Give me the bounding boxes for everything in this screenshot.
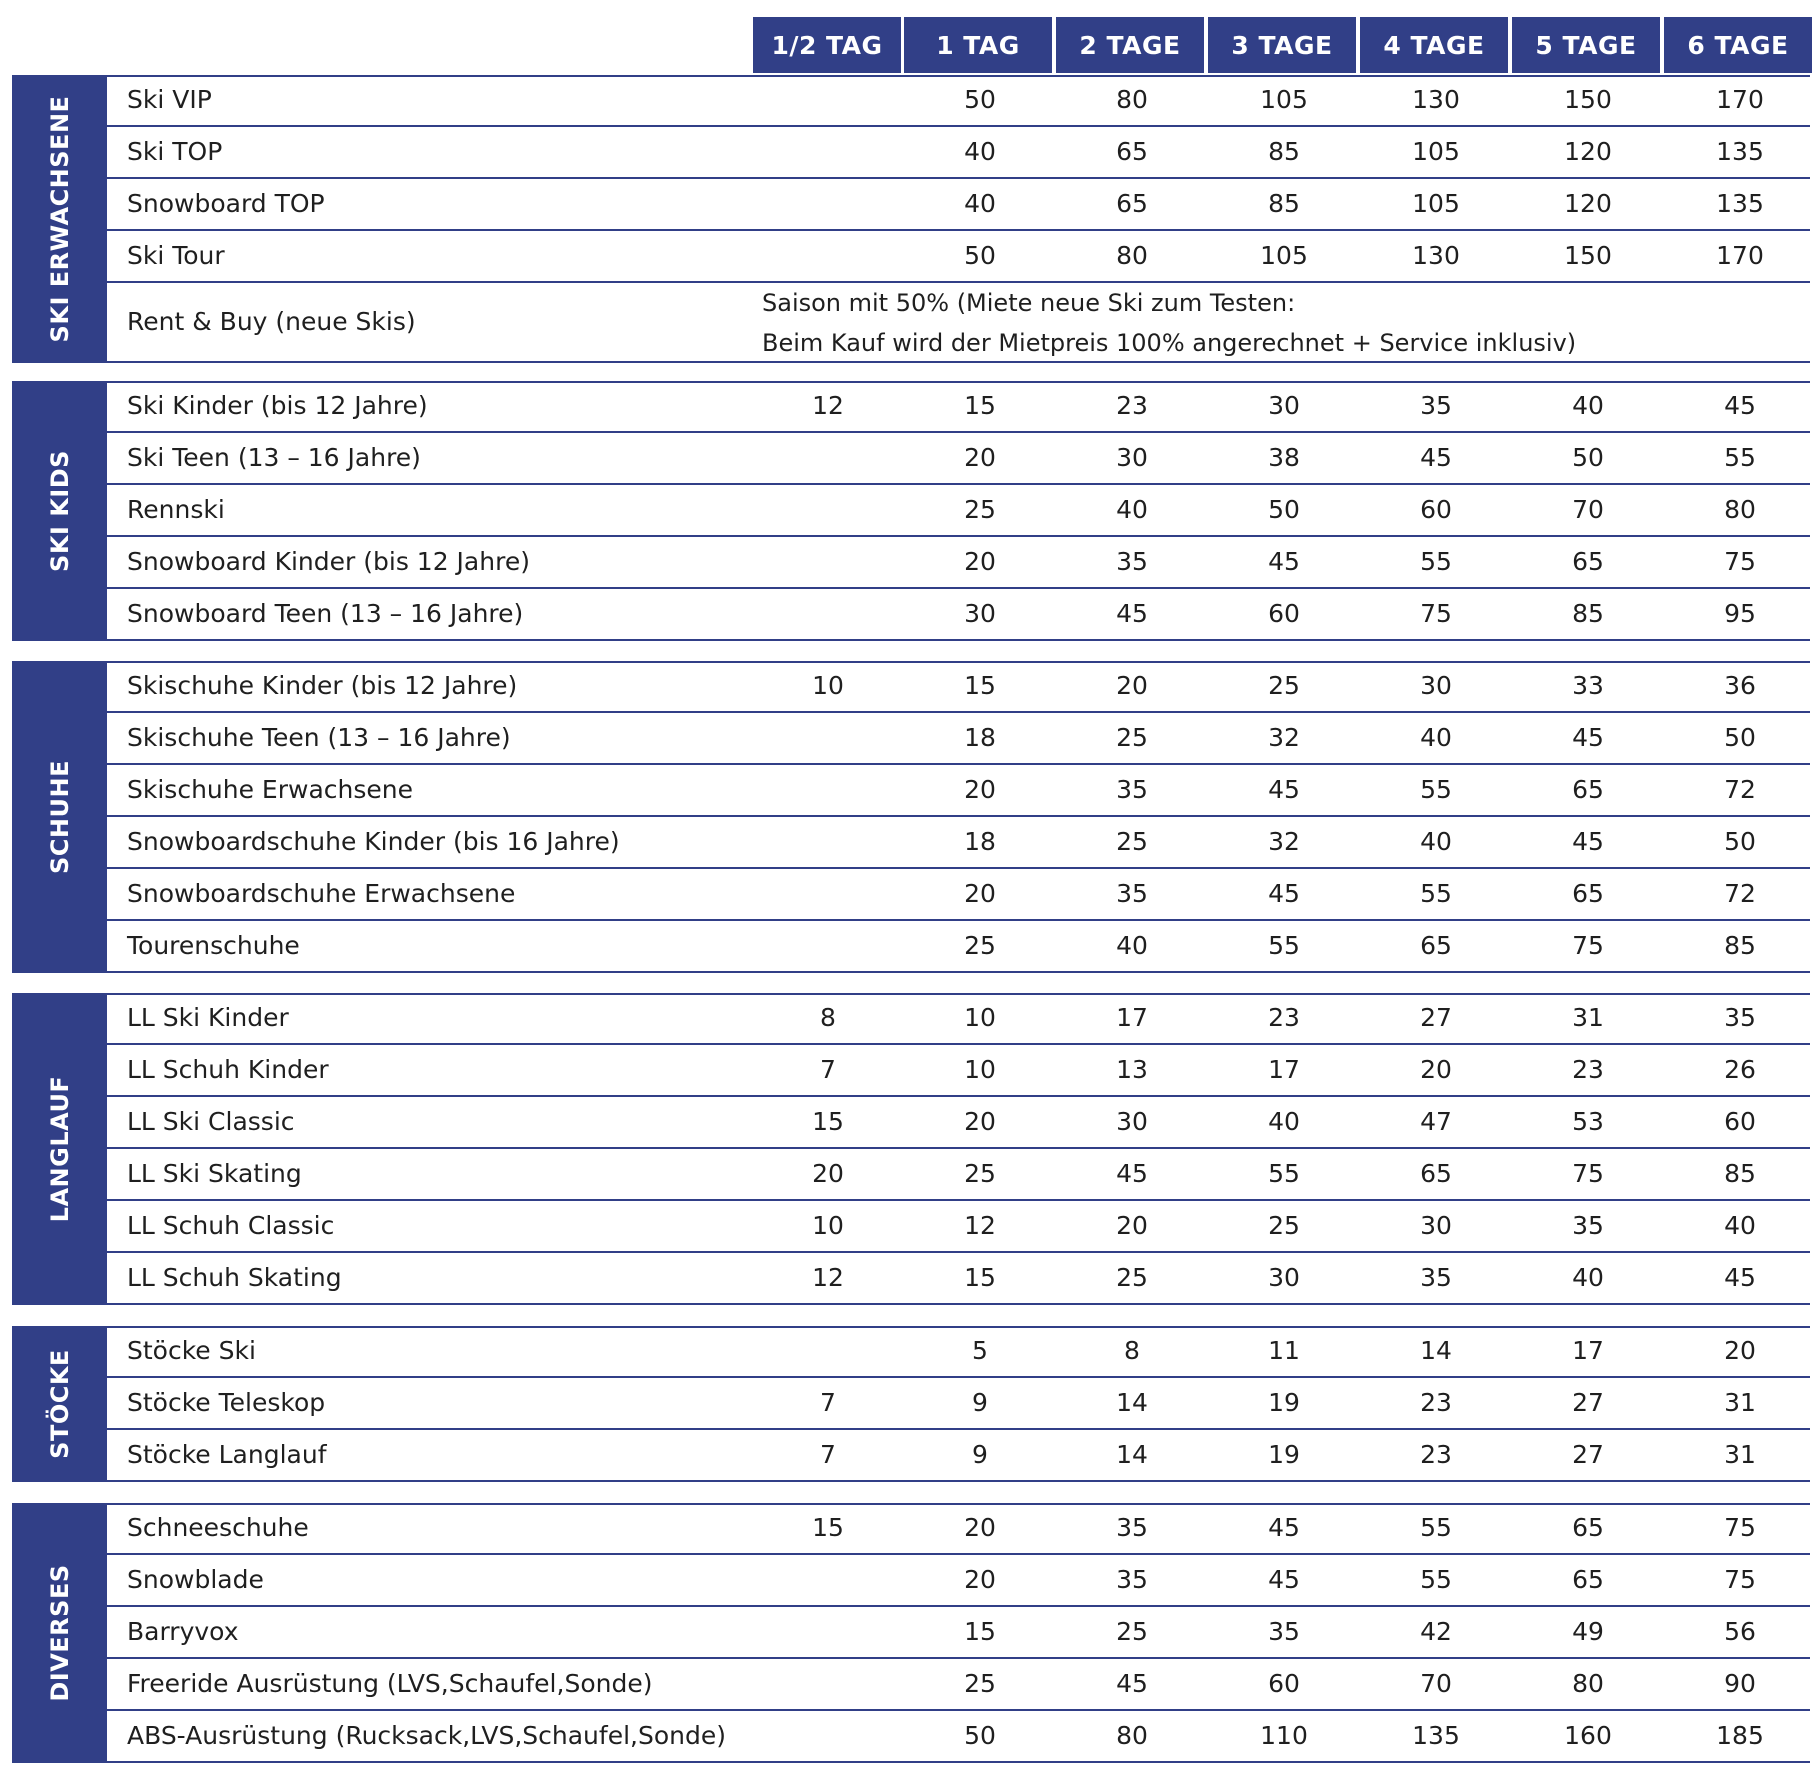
table-row [107, 661, 1810, 713]
item-label: LL Schuh Classic [127, 1211, 335, 1240]
price-cell: 50 [964, 241, 996, 270]
column-header: 1 TAG [904, 17, 1052, 73]
price-cell: 15 [964, 391, 996, 420]
price-cell: 25 [964, 931, 996, 960]
price-cell: 15 [964, 1263, 996, 1292]
price-cell: 135 [1412, 1721, 1460, 1750]
table-row [107, 921, 1810, 973]
item-label: Rent & Buy (neue Skis) [127, 307, 416, 336]
category-sidebar [12, 1503, 107, 1763]
price-cell: 35 [1116, 879, 1148, 908]
price-cell: 80 [1116, 241, 1148, 270]
price-cell: 85 [1724, 1159, 1756, 1188]
price-cell: 75 [1420, 599, 1452, 628]
price-cell: 60 [1268, 1669, 1300, 1698]
item-label: Ski Tour [127, 241, 225, 270]
price-cell: 10 [964, 1055, 996, 1084]
price-cell: 35 [1420, 1263, 1452, 1292]
item-label: LL Schuh Kinder [127, 1055, 329, 1084]
price-cell: 7 [820, 1440, 836, 1469]
price-cell: 25 [1116, 1617, 1148, 1646]
price-cell: 15 [964, 1617, 996, 1646]
price-cell: 150 [1564, 85, 1612, 114]
price-cell: 56 [1724, 1617, 1756, 1646]
price-cell: 60 [1268, 599, 1300, 628]
price-cell: 130 [1412, 85, 1460, 114]
category-group [12, 661, 1810, 973]
rent-and-buy-note [762, 283, 1576, 363]
price-cell: 105 [1260, 241, 1308, 270]
price-cell: 85 [1572, 599, 1604, 628]
price-cell: 25 [1268, 1211, 1300, 1240]
price-cell [753, 921, 903, 971]
price-cell: 5 [972, 1336, 988, 1365]
price-cell: 40 [964, 189, 996, 218]
table-row [107, 993, 1810, 1045]
price-cell: 20 [1420, 1055, 1452, 1084]
item-label: Snowboardschuhe Kinder (bis 16 Jahre) [127, 827, 620, 856]
price-cell: 8 [1124, 1336, 1140, 1365]
price-cell: 23 [1420, 1388, 1452, 1417]
table-row [107, 1659, 1810, 1711]
price-cell: 55 [1420, 1565, 1452, 1594]
price-cell: 50 [1724, 723, 1756, 752]
price-cell: 50 [1572, 443, 1604, 472]
table-row [107, 589, 1810, 641]
price-cell: 10 [964, 1003, 996, 1032]
column-header: 3 TAGE [1208, 17, 1356, 73]
price-cell: 50 [964, 1721, 996, 1750]
table-row [107, 765, 1810, 817]
price-cell: 55 [1268, 1159, 1300, 1188]
price-cell: 50 [964, 85, 996, 114]
price-cell: 105 [1412, 189, 1460, 218]
price-cell: 27 [1572, 1440, 1604, 1469]
price-cell: 105 [1260, 85, 1308, 114]
price-cell: 25 [964, 495, 996, 524]
price-cell: 45 [1724, 1263, 1756, 1292]
price-cell: 50 [1724, 827, 1756, 856]
price-cell: 65 [1420, 931, 1452, 960]
price-cell: 9 [972, 1440, 988, 1469]
price-cell: 75 [1724, 547, 1756, 576]
price-cell: 65 [1572, 1513, 1604, 1542]
price-cell: 25 [1116, 1263, 1148, 1292]
price-cell: 45 [1268, 1513, 1300, 1542]
price-cell: 33 [1572, 671, 1604, 700]
item-label: Snowboard Teen (13 – 16 Jahre) [127, 599, 524, 628]
item-label: LL Ski Kinder [127, 1003, 289, 1032]
item-label: Stöcke Langlauf [127, 1440, 327, 1469]
column-header: 4 TAGE [1360, 17, 1508, 73]
price-cell: 14 [1420, 1336, 1452, 1365]
item-label: Skischuhe Erwachsene [127, 775, 413, 804]
price-cell: 35 [1116, 1565, 1148, 1594]
price-cell [753, 765, 903, 815]
price-cell: 130 [1412, 241, 1460, 270]
price-cell: 72 [1724, 879, 1756, 908]
category-sidebar [12, 1326, 107, 1482]
price-cell: 45 [1116, 599, 1148, 628]
category-title: SKI KIDS [45, 450, 74, 572]
category-title: SKI ERWACHSENE [45, 95, 74, 343]
price-cell: 19 [1268, 1388, 1300, 1417]
table-row [107, 1430, 1810, 1482]
price-cell: 55 [1420, 879, 1452, 908]
price-cell: 45 [1268, 879, 1300, 908]
price-cell [753, 1607, 903, 1657]
price-cell: 45 [1116, 1159, 1148, 1188]
note-line: Saison mit 50% (Miete neue Ski zum Testen: [762, 289, 1296, 317]
price-cell: 30 [1268, 1263, 1300, 1292]
price-cell: 20 [1724, 1336, 1756, 1365]
price-cell: 65 [1116, 189, 1148, 218]
price-cell [753, 179, 903, 229]
price-cell: 20 [1116, 1211, 1148, 1240]
price-cell [753, 433, 903, 483]
price-cell: 35 [1572, 1211, 1604, 1240]
category-title: STÖCKE [45, 1349, 74, 1459]
price-cell: 47 [1420, 1107, 1452, 1136]
price-cell [753, 537, 903, 587]
price-cell: 135 [1716, 137, 1764, 166]
price-cell: 45 [1572, 827, 1604, 856]
price-cell: 25 [964, 1159, 996, 1188]
column-header: 1/2 TAG [753, 17, 901, 73]
price-cell: 11 [1268, 1336, 1300, 1365]
price-cell: 17 [1572, 1336, 1604, 1365]
price-cell: 65 [1572, 1565, 1604, 1594]
price-cell: 72 [1724, 775, 1756, 804]
price-cell: 75 [1572, 931, 1604, 960]
item-label: LL Ski Classic [127, 1107, 295, 1136]
price-cell [753, 817, 903, 867]
price-cell: 27 [1572, 1388, 1604, 1417]
category-group [12, 993, 1810, 1305]
price-cell: 25 [1116, 723, 1148, 752]
table-row [107, 1149, 1810, 1201]
price-cell: 160 [1564, 1721, 1612, 1750]
price-cell: 75 [1572, 1159, 1604, 1188]
price-cell: 30 [1420, 1211, 1452, 1240]
price-cell: 25 [1268, 671, 1300, 700]
price-cell: 90 [1724, 1669, 1756, 1698]
price-cell: 49 [1572, 1617, 1604, 1646]
price-cell: 45 [1116, 1669, 1148, 1698]
item-label: Ski TOP [127, 137, 223, 166]
price-cell: 40 [1116, 495, 1148, 524]
price-cell: 14 [1116, 1388, 1148, 1417]
price-cell: 80 [1116, 85, 1148, 114]
price-cell: 80 [1572, 1669, 1604, 1698]
category-title: LANGLAUF [45, 1075, 74, 1223]
price-cell: 65 [1572, 775, 1604, 804]
price-cell: 30 [1116, 443, 1148, 472]
category-group [12, 1503, 1810, 1763]
item-label: Snowboardschuhe Erwachsene [127, 879, 516, 908]
price-cell: 20 [964, 1513, 996, 1542]
price-cell: 14 [1116, 1440, 1148, 1469]
price-cell: 55 [1420, 547, 1452, 576]
item-label: Barryvox [127, 1617, 239, 1646]
price-cell: 45 [1268, 1565, 1300, 1594]
price-cell: 31 [1724, 1440, 1756, 1469]
price-cell: 40 [1572, 1263, 1604, 1292]
price-cell: 20 [964, 775, 996, 804]
price-cell: 20 [964, 1565, 996, 1594]
item-label: Stöcke Teleskop [127, 1388, 326, 1417]
price-cell: 85 [1724, 931, 1756, 960]
price-cell: 35 [1420, 391, 1452, 420]
table-row [107, 1607, 1810, 1659]
price-cell: 23 [1116, 391, 1148, 420]
price-cell [753, 75, 903, 125]
table-row [107, 817, 1810, 869]
price-cell: 75 [1724, 1513, 1756, 1542]
price-cell [753, 231, 903, 281]
price-cell: 70 [1572, 495, 1604, 524]
price-cell: 26 [1724, 1055, 1756, 1084]
category-group [12, 381, 1810, 641]
column-header: 2 TAGE [1056, 17, 1204, 73]
price-cell: 20 [964, 443, 996, 472]
price-cell: 13 [1116, 1055, 1148, 1084]
price-cell: 40 [964, 137, 996, 166]
price-cell: 31 [1724, 1388, 1756, 1417]
price-cell: 65 [1572, 547, 1604, 576]
price-cell: 20 [964, 547, 996, 576]
category-group [12, 1326, 1810, 1482]
item-label: Ski Teen (13 – 16 Jahre) [127, 443, 421, 472]
item-label: Snowboard TOP [127, 189, 325, 218]
price-cell: 55 [1420, 775, 1452, 804]
price-cell: 75 [1724, 1565, 1756, 1594]
price-cell: 36 [1724, 671, 1756, 700]
price-cell: 23 [1420, 1440, 1452, 1469]
item-label: Rennski [127, 495, 225, 524]
price-cell: 120 [1564, 137, 1612, 166]
price-cell: 17 [1268, 1055, 1300, 1084]
item-label: Stöcke Ski [127, 1336, 256, 1365]
price-cell: 12 [812, 1263, 844, 1292]
price-cell: 23 [1268, 1003, 1300, 1032]
price-cell: 38 [1268, 443, 1300, 472]
price-cell: 30 [1268, 391, 1300, 420]
price-cell: 20 [1116, 671, 1148, 700]
item-label: Snowblade [127, 1565, 264, 1594]
price-cell: 45 [1572, 723, 1604, 752]
table-row [107, 1326, 1810, 1378]
item-label: Skischuhe Kinder (bis 12 Jahre) [127, 671, 518, 700]
price-cell: 40 [1420, 723, 1452, 752]
price-cell [753, 1555, 903, 1605]
category-group [12, 75, 1810, 363]
price-cell: 31 [1572, 1003, 1604, 1032]
price-cell: 50 [1268, 495, 1300, 524]
price-cell: 18 [964, 723, 996, 752]
table-row [107, 537, 1810, 589]
price-cell: 42 [1420, 1617, 1452, 1646]
table-row [107, 1555, 1810, 1607]
table-row [107, 869, 1810, 921]
category-sidebar [12, 381, 107, 641]
price-cell: 15 [812, 1107, 844, 1136]
table-row [107, 75, 1810, 127]
category-title: SCHUHE [45, 760, 74, 874]
item-label: Ski VIP [127, 85, 212, 114]
item-label: Freeride Ausrüstung (LVS,Schaufel,Sonde) [127, 1669, 653, 1698]
price-cell: 30 [1420, 671, 1452, 700]
category-title: DIVERSES [45, 1564, 74, 1702]
price-cell: 65 [1420, 1159, 1452, 1188]
price-cell: 120 [1564, 189, 1612, 218]
price-cell: 55 [1724, 443, 1756, 472]
price-cell: 12 [964, 1211, 996, 1240]
column-header: 5 TAGE [1512, 17, 1660, 73]
price-cell [753, 589, 903, 639]
item-label: LL Ski Skating [127, 1159, 302, 1188]
price-cell [753, 1326, 903, 1376]
item-label: Ski Kinder (bis 12 Jahre) [127, 391, 428, 420]
price-cell: 150 [1564, 241, 1612, 270]
price-cell: 65 [1116, 137, 1148, 166]
price-cell [753, 485, 903, 535]
price-cell: 35 [1116, 1513, 1148, 1542]
item-label: Tourenschuhe [127, 931, 300, 960]
table-row [107, 433, 1810, 485]
price-cell [753, 869, 903, 919]
price-cell [753, 127, 903, 177]
price-cell: 20 [964, 879, 996, 908]
price-cell: 40 [1268, 1107, 1300, 1136]
item-label: LL Schuh Skating [127, 1263, 342, 1292]
price-cell: 35 [1116, 775, 1148, 804]
table-row [107, 283, 1810, 363]
table-row [107, 713, 1810, 765]
price-cell: 40 [1116, 931, 1148, 960]
price-cell: 45 [1724, 391, 1756, 420]
price-cell: 35 [1724, 1003, 1756, 1032]
price-cell: 20 [964, 1107, 996, 1136]
table-row [107, 485, 1810, 537]
table-row [107, 179, 1810, 231]
price-cell: 60 [1724, 1107, 1756, 1136]
table-row [107, 127, 1810, 179]
price-cell: 30 [964, 599, 996, 628]
price-cell: 110 [1260, 1721, 1308, 1750]
note-line: Beim Kauf wird der Mietpreis 100% angerechnet + Service inklusiv) [762, 329, 1577, 357]
price-cell: 17 [1116, 1003, 1148, 1032]
price-cell: 10 [812, 671, 844, 700]
column-header: 6 TAGE [1664, 17, 1812, 73]
price-cell: 55 [1268, 931, 1300, 960]
price-cell: 20 [812, 1159, 844, 1188]
price-cell [753, 1659, 903, 1709]
item-label: Skischuhe Teen (13 – 16 Jahre) [127, 723, 511, 752]
price-cell: 9 [972, 1388, 988, 1417]
price-cell: 25 [1116, 827, 1148, 856]
price-cell: 170 [1716, 241, 1764, 270]
price-cell: 55 [1420, 1513, 1452, 1542]
price-cell: 80 [1116, 1721, 1148, 1750]
price-cell: 65 [1572, 879, 1604, 908]
price-cell: 18 [964, 827, 996, 856]
table-row [107, 1711, 1810, 1763]
table-row [107, 1378, 1810, 1430]
price-cell: 53 [1572, 1107, 1604, 1136]
price-cell: 30 [1116, 1107, 1148, 1136]
price-cell: 32 [1268, 827, 1300, 856]
price-cell: 80 [1724, 495, 1756, 524]
price-cell: 70 [1420, 1669, 1452, 1698]
price-cell: 85 [1268, 137, 1300, 166]
table-row [107, 381, 1810, 433]
price-cell [753, 1711, 903, 1761]
table-row [107, 1045, 1810, 1097]
table-row [107, 1503, 1810, 1555]
price-cell: 45 [1268, 775, 1300, 804]
price-cell: 32 [1268, 723, 1300, 752]
price-cell: 135 [1716, 189, 1764, 218]
table-row [107, 1097, 1810, 1149]
table-row [107, 1253, 1810, 1305]
category-sidebar [12, 75, 107, 363]
price-cell: 40 [1572, 391, 1604, 420]
price-cell: 7 [820, 1388, 836, 1417]
price-cell: 35 [1268, 1617, 1300, 1646]
item-label: Snowboard Kinder (bis 12 Jahre) [127, 547, 530, 576]
price-cell: 185 [1716, 1721, 1764, 1750]
price-cell: 95 [1724, 599, 1756, 628]
price-cell: 45 [1268, 547, 1300, 576]
price-cell: 105 [1412, 137, 1460, 166]
price-cell: 45 [1420, 443, 1452, 472]
price-cell: 25 [964, 1669, 996, 1698]
price-cell: 27 [1420, 1003, 1452, 1032]
price-cell: 35 [1116, 547, 1148, 576]
price-cell: 40 [1724, 1211, 1756, 1240]
price-cell: 60 [1420, 495, 1452, 524]
price-cell: 15 [964, 671, 996, 700]
item-label: ABS-Ausrüstung (Rucksack,LVS,Schaufel,Sonde) [127, 1721, 726, 1750]
price-cell: 23 [1572, 1055, 1604, 1084]
price-cell: 170 [1716, 85, 1764, 114]
price-cell: 85 [1268, 189, 1300, 218]
price-cell: 10 [812, 1211, 844, 1240]
price-cell: 15 [812, 1513, 844, 1542]
price-cell: 7 [820, 1055, 836, 1084]
price-cell: 12 [812, 391, 844, 420]
price-cell: 40 [1420, 827, 1452, 856]
table-row [107, 231, 1810, 283]
price-cell: 8 [820, 1003, 836, 1032]
price-cell: 19 [1268, 1440, 1300, 1469]
category-sidebar [12, 661, 107, 973]
table-row [107, 1201, 1810, 1253]
category-sidebar [12, 993, 107, 1305]
price-cell [753, 713, 903, 763]
item-label: Schneeschuhe [127, 1513, 309, 1542]
